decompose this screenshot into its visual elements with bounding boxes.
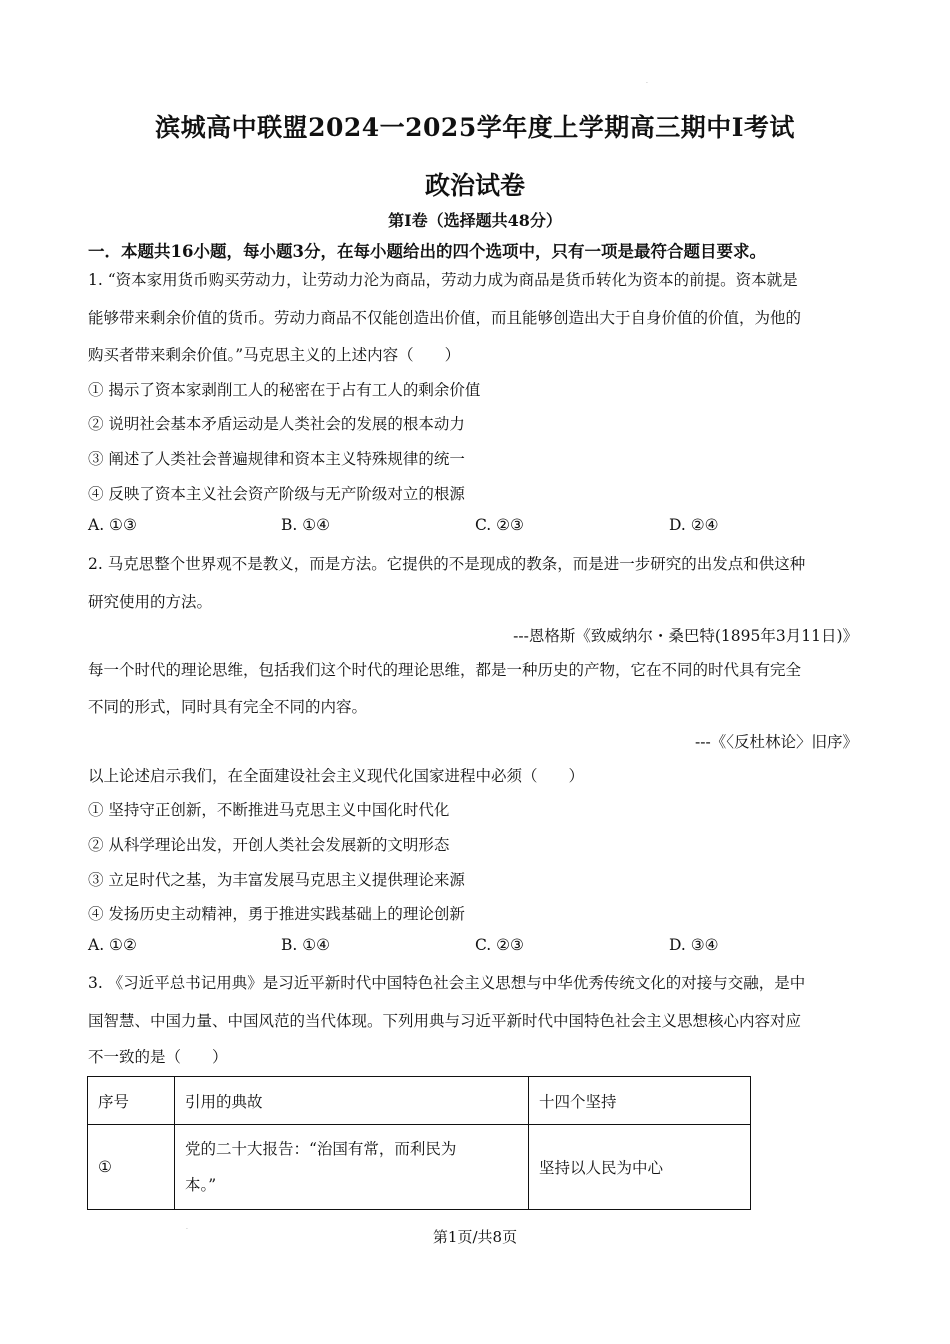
table-row xyxy=(88,1125,751,1210)
table-cell-principle: 坚持以人民为中心 xyxy=(529,1125,751,1210)
q2-option-b: B. ①④ xyxy=(281,936,331,954)
table-header-quote: 引用的典故 xyxy=(175,1077,529,1125)
q2-source-1: ---恩格斯《致威纳尔・桑巴特(1895年3月11日)》 xyxy=(513,627,858,645)
q1-line-1: 1. “资本家用货币购买劳动力，让劳动力沦为商品，劳动力成为商品是货币转化为资本的前提。资本就是 xyxy=(88,271,798,289)
q2-option-a: A. ①② xyxy=(88,936,137,954)
q2-source-2: ---《〈反杜林论〉旧序》 xyxy=(695,733,858,751)
q3-table xyxy=(87,1076,751,1210)
q1-item-4: ④ 反映了资本主义社会资产阶级与无产阶级对立的根源 xyxy=(88,485,465,503)
q1-item-1: ① 揭示了资本家剥削工人的秘密在于占有工人的剩余价值 xyxy=(88,381,481,399)
q3-line-3: 不一致的是（ ） xyxy=(88,1048,228,1066)
q2-line-2: 研究使用的方法。 xyxy=(88,593,213,611)
exam-title: 滨城高中联盟2024一2025学年度上学期高三期中Ⅰ考试 xyxy=(155,113,795,142)
q1-line-2: 能够带来剩余价值的货币。劳动力商品不仅能创造出价值，而且能够创造出大于自身价值的价值，为他的 xyxy=(88,309,802,327)
q3-line-1: 3. 《习近平总书记用典》是习近平新时代中国特色社会主义思想与中华优秀传统文化的对接与交融，是中 xyxy=(88,974,806,992)
section-instructions: 一．本题共16小题，每小题3分，在每小题给出的四个选项中，只有一项是最符合题目要求。 xyxy=(88,242,766,261)
q1-option-a: A. ①③ xyxy=(88,516,137,534)
q1-option-c: C. ②③ xyxy=(475,516,524,534)
q1-option-b: B. ①④ xyxy=(281,516,331,534)
q2-item-3: ③ 立足时代之基，为丰富发展马克思主义提供理论来源 xyxy=(88,871,465,889)
q2-item-4: ④ 发扬历史主动精神，勇于推进实践基础上的理论创新 xyxy=(88,905,465,923)
q1-option-d: D. ②④ xyxy=(669,516,719,534)
scan-dot: . xyxy=(646,78,648,85)
q2-line-4: 不同的形式，同时具有完全不同的内容。 xyxy=(88,698,368,716)
q2-item-2: ② 从科学理论出发，开创人类社会发展新的文明形态 xyxy=(88,836,450,854)
q1-line-3: 购买者带来剩余价值。”马克思主义的上述内容（ ） xyxy=(88,346,461,364)
scan-dot-2: . xyxy=(186,1224,188,1231)
table-cell-no: ① xyxy=(88,1125,175,1210)
q2-line-3: 每一个时代的理论思维，包括我们这个时代的理论思维，都是一种历史的产物，它在不同的时代具有完全 xyxy=(88,661,802,679)
table-cell-quote-line-2: 本。” xyxy=(185,1176,217,1194)
q2-stem: 以上论述启示我们，在全面建设社会主义现代化国家进程中必须（ ） xyxy=(88,767,585,785)
table-header-no: 序号 xyxy=(88,1077,175,1125)
table-cell-quote-line-1: 党的二十大报告：“治国有常，而利民为 xyxy=(185,1140,457,1158)
q2-option-d: D. ③④ xyxy=(669,936,719,954)
part-title: 第Ⅰ卷（选择题共48分） xyxy=(388,211,562,230)
table-cell-quote xyxy=(175,1125,529,1210)
q1-item-3: ③ 阐述了人类社会普遍规律和资本主义特殊规律的统一 xyxy=(88,450,465,468)
q2-item-1: ① 坚持守正创新，不断推进马克思主义中国化时代化 xyxy=(88,801,450,819)
page-number: 第1页/共8页 xyxy=(432,1228,518,1246)
q3-line-2: 国智慧、中国力量、中国风范的当代体现。下列用典与习近平新时代中国特色社会主义思想核心内容对应 xyxy=(88,1012,802,1030)
table-header-row xyxy=(88,1077,751,1125)
subject-title: 政治试卷 xyxy=(424,171,525,200)
table-header-principle: 十四个坚持 xyxy=(529,1077,751,1125)
q2-line-1: 2. 马克思整个世界观不是教义，而是方法。它提供的不是现成的教条，而是进一步研究的出发点和供这种 xyxy=(88,555,806,573)
q2-option-c: C. ②③ xyxy=(475,936,524,954)
q1-item-2: ② 说明社会基本矛盾运动是人类社会的发展的根本动力 xyxy=(88,415,465,433)
